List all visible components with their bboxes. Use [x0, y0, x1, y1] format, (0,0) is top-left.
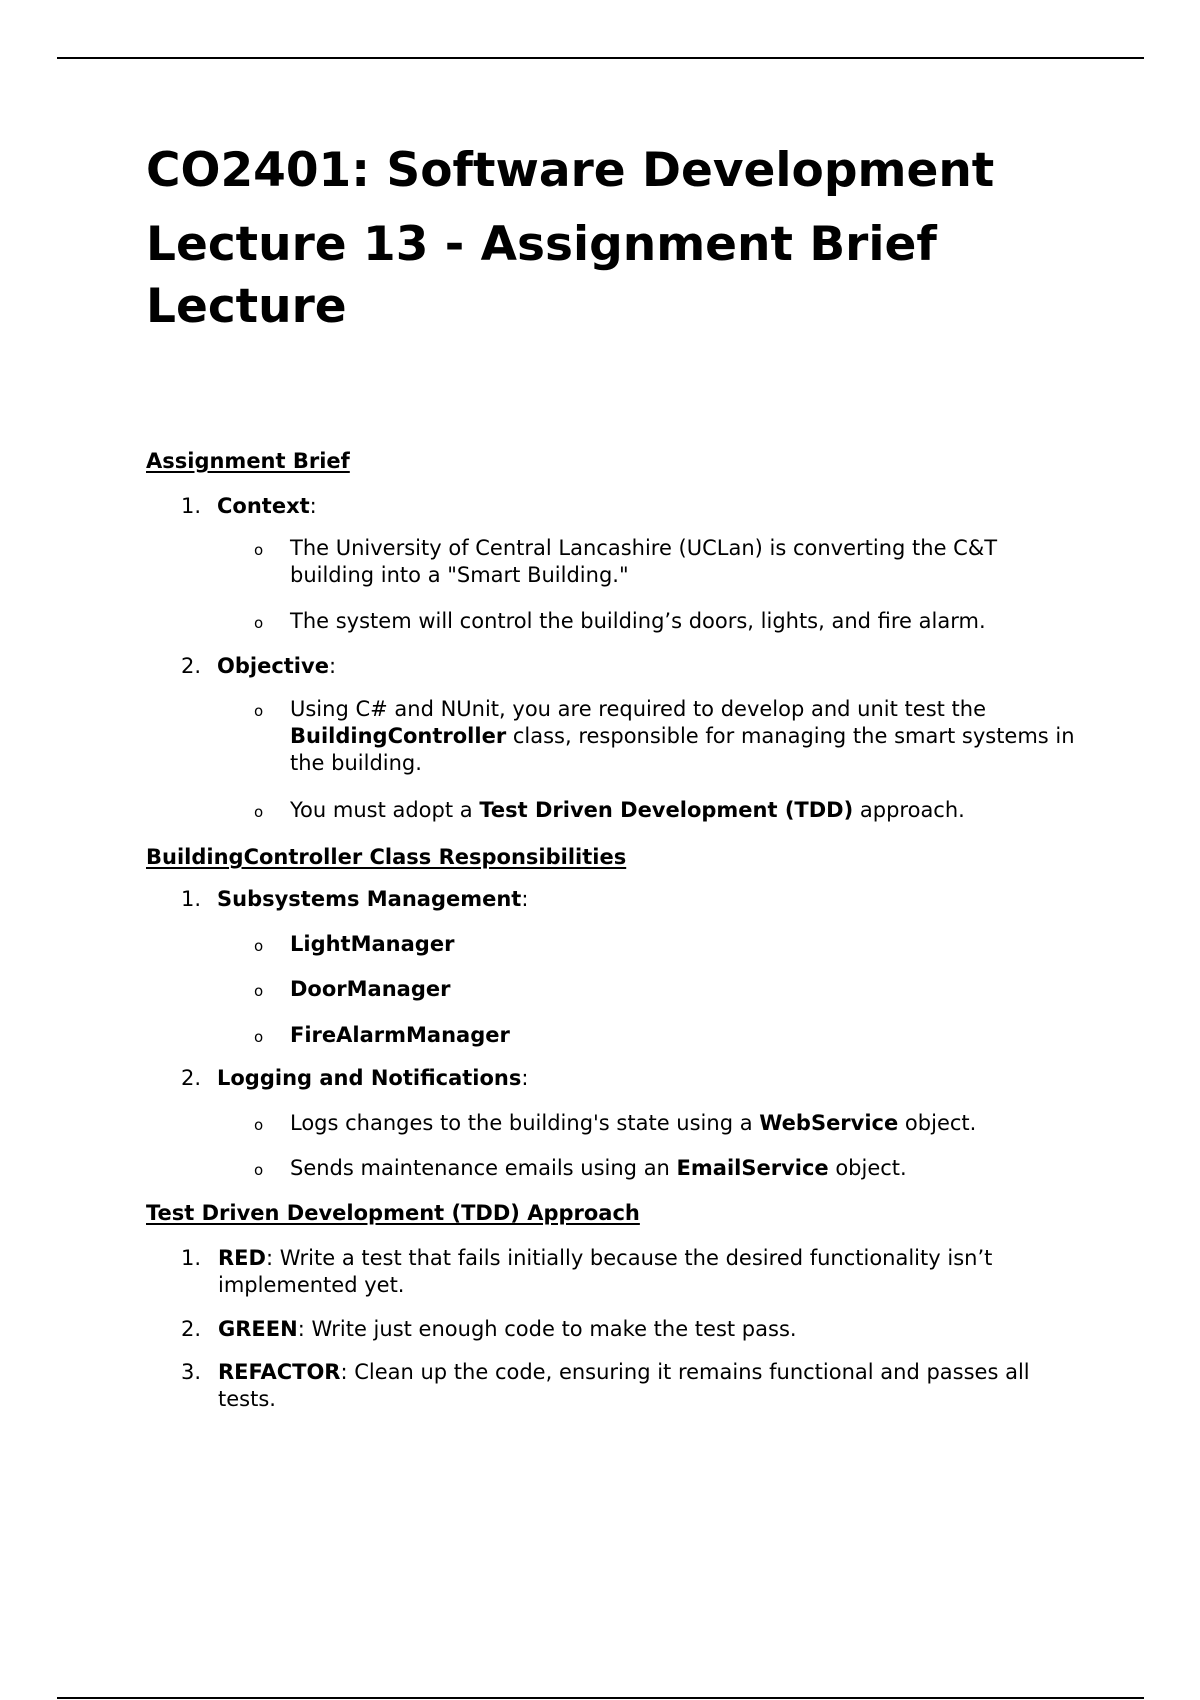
- bullet-icon: o: [254, 702, 264, 720]
- title-block: [146, 140, 1066, 338]
- bullet-icon: o: [254, 937, 264, 955]
- course-title: CO2401: Software Development: [146, 143, 995, 198]
- list-item: 3. REFACTOR: Clean up the code, ensuring it remains functional and passes all tests.: [181, 1360, 1030, 1411]
- bullet-icon: o: [254, 1028, 264, 1046]
- list-item: 1. RED: Write a test that fails initially because the desired functionality isn’t implemented yet.: [181, 1246, 993, 1297]
- bullet-icon: o: [254, 1116, 264, 1134]
- section-heading-responsibilities: BuildingController Class Responsibilities: [146, 845, 627, 869]
- header-rule: [57, 57, 1144, 59]
- bullet-icon: o: [254, 803, 264, 821]
- section-heading-assignment-brief: Assignment Brief: [146, 449, 350, 473]
- list-item: 1. Subsystems Management:: [181, 887, 529, 911]
- bullet-icon: o: [254, 982, 264, 1000]
- list-item: 1. Context:: [181, 494, 317, 518]
- list-item: 2. Objective:: [181, 654, 337, 678]
- footer-rule: [57, 1697, 1144, 1699]
- bullet-icon: o: [254, 541, 264, 559]
- bullet-icon: o: [254, 1161, 264, 1179]
- list-item: 2. Logging and Notifications:: [181, 1066, 529, 1090]
- list-item: 2. GREEN: Write just enough code to make the test pass.: [181, 1317, 797, 1341]
- section-heading-tdd: Test Driven Development (TDD) Approach: [146, 1201, 640, 1225]
- bullet-icon: o: [254, 614, 264, 632]
- lecture-title: Lecture 13 - Assignment Brief Lecture: [146, 217, 937, 334]
